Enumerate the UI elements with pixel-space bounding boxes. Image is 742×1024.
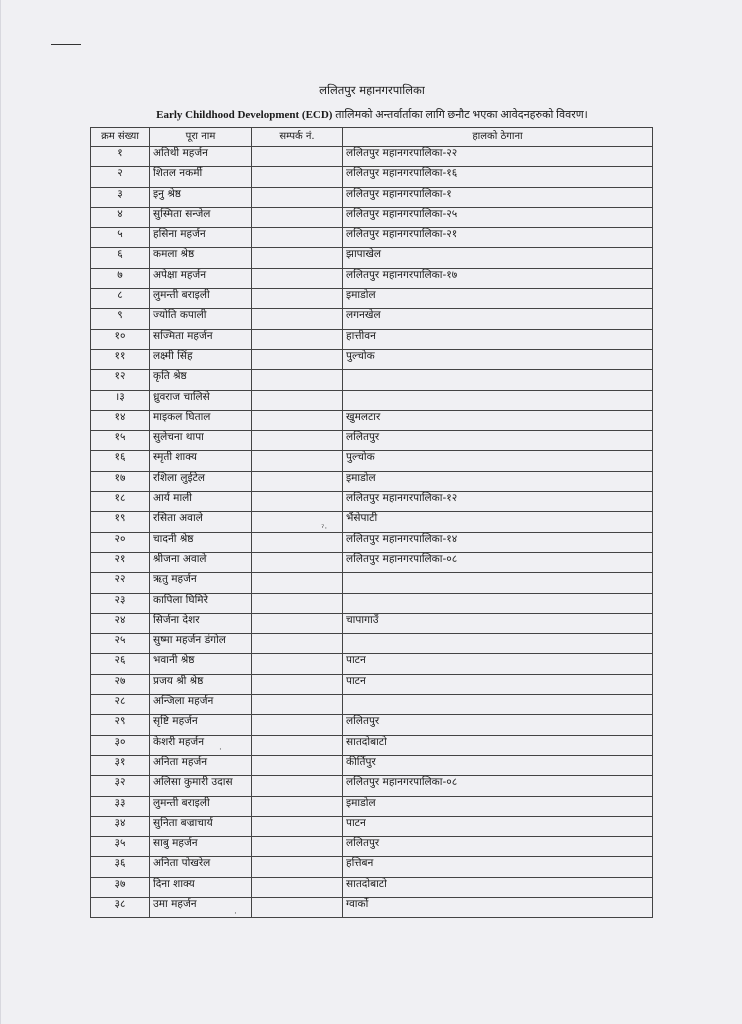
cell-name: अनिता पोखरेल — [150, 857, 252, 877]
table-row — [91, 512, 653, 532]
table-row — [91, 776, 653, 796]
scan-speck: · — [234, 909, 237, 919]
cell-name: अतिथी महर्जन — [150, 147, 252, 167]
cell-serial: ।३ — [91, 390, 150, 410]
subtitle-english: Early Childhood Development (ECD) — [156, 109, 333, 121]
table-row — [91, 755, 653, 775]
scan-speck: ˀ· — [321, 524, 328, 534]
table-row — [91, 532, 653, 552]
cell-serial: ३३ — [91, 796, 150, 816]
cell-name: सिर्जना देशर — [150, 613, 252, 633]
applicant-table — [90, 127, 653, 918]
cell-serial: ३७ — [91, 877, 150, 897]
table-row — [91, 410, 653, 430]
cell-name: अन्जिला महर्जन — [150, 695, 252, 715]
cell-serial: ९ — [91, 309, 150, 329]
cell-contact — [252, 796, 343, 816]
cell-contact — [252, 370, 343, 390]
cell-contact — [252, 674, 343, 694]
cell-contact — [252, 268, 343, 288]
cell-address: सातदोबाटो — [343, 877, 653, 897]
cell-serial: २९ — [91, 715, 150, 735]
cell-contact — [252, 837, 343, 857]
column-header-name: पूरा नाम — [150, 128, 252, 147]
table-row — [91, 796, 653, 816]
cell-name: इनु श्रेष्ठ — [150, 187, 252, 207]
cell-contact — [252, 573, 343, 593]
cell-name: सुलेचना थापा — [150, 431, 252, 451]
cell-address: ललितपुर महानगरपालिका-१ — [343, 187, 653, 207]
column-header-address: हालको ठेगाना — [343, 128, 653, 147]
cell-contact — [252, 512, 343, 532]
table-row — [91, 837, 653, 857]
page-title: ललितपुर महानगरपालिका — [319, 83, 425, 97]
cell-address: इमाडोल — [343, 289, 653, 309]
cell-serial: २८ — [91, 695, 150, 715]
cell-serial: ११ — [91, 349, 150, 369]
table-header-row — [91, 128, 653, 147]
cell-address: ललितपुर — [343, 837, 653, 857]
table-row — [91, 857, 653, 877]
cell-address — [343, 593, 653, 613]
cell-name: ऋतु महर्जन — [150, 573, 252, 593]
cell-name: सुनिता बज्राचार्य — [150, 816, 252, 836]
table-row — [91, 674, 653, 694]
cell-address: लगनखेल — [343, 309, 653, 329]
cell-serial: २६ — [91, 654, 150, 674]
cell-address: पुल्चोक — [343, 349, 653, 369]
cell-name: लक्ष्मी सिंह — [150, 349, 252, 369]
cell-contact — [252, 329, 343, 349]
table-row — [91, 431, 653, 451]
cell-serial: ३१ — [91, 755, 150, 775]
cell-address: इमाडोल — [343, 471, 653, 491]
cell-address — [343, 634, 653, 654]
cell-contact — [252, 492, 343, 512]
cell-name: लुमन्ती बराइली — [150, 796, 252, 816]
cell-contact — [252, 552, 343, 572]
scan-speck: · — [219, 745, 222, 755]
cell-contact — [252, 431, 343, 451]
cell-address: भैंसेपाटी — [343, 512, 653, 532]
table-row — [91, 187, 653, 207]
cell-name: आर्य माली — [150, 492, 252, 512]
column-header-serial: क्रम संख्या — [91, 128, 150, 147]
cell-serial: २७ — [91, 674, 150, 694]
table-row — [91, 695, 653, 715]
cell-contact — [252, 187, 343, 207]
cell-contact — [252, 593, 343, 613]
cell-contact — [252, 857, 343, 877]
cell-name: चादनी श्रेष्ठ — [150, 532, 252, 552]
cell-serial: १० — [91, 329, 150, 349]
cell-address: ललितपुर महानगरपालिका-०८ — [343, 776, 653, 796]
cell-contact — [252, 167, 343, 187]
table-row — [91, 167, 653, 187]
cell-address — [343, 390, 653, 410]
cell-address: झापाखेल — [343, 248, 653, 268]
cell-serial: १८ — [91, 492, 150, 512]
cell-address: ललितपुर महानगरपालिका-२१ — [343, 228, 653, 248]
cell-serial: १९ — [91, 512, 150, 532]
cell-serial: ८ — [91, 289, 150, 309]
cell-address: पाटन — [343, 816, 653, 836]
cell-contact — [252, 654, 343, 674]
cell-serial: २३ — [91, 593, 150, 613]
cell-address — [343, 370, 653, 390]
cell-contact — [252, 289, 343, 309]
cell-serial: ५ — [91, 228, 150, 248]
cell-contact — [252, 410, 343, 430]
cell-address: ग्वार्को — [343, 897, 653, 917]
cell-name: अपेक्षा महर्जन — [150, 268, 252, 288]
cell-address: चापागाउँ — [343, 613, 653, 633]
table-row — [91, 248, 653, 268]
cell-serial: १६ — [91, 451, 150, 471]
cell-name: कापिला घिमिरे — [150, 593, 252, 613]
cell-name: साबु महर्जन — [150, 837, 252, 857]
cell-name: कृति श्रेष्ठ — [150, 370, 252, 390]
cell-contact — [252, 532, 343, 552]
cell-address: ललितपुर महानगरपालिका-१६ — [343, 167, 653, 187]
table-row — [91, 309, 653, 329]
cell-name: लुमन्ती बराइली — [150, 289, 252, 309]
cell-serial: १७ — [91, 471, 150, 491]
table-row — [91, 634, 653, 654]
cell-name: अनिता महर्जन — [150, 755, 252, 775]
cell-name: सज्मिता महर्जन — [150, 329, 252, 349]
cell-name: उमा महर्जन — [150, 897, 252, 917]
cell-serial: ३८ — [91, 897, 150, 917]
cell-serial: १४ — [91, 410, 150, 430]
cell-address: ललितपुर महानगरपालिका-२२ — [343, 147, 653, 167]
cell-serial: ४ — [91, 207, 150, 227]
cell-serial: १२ — [91, 370, 150, 390]
cell-serial: ७ — [91, 268, 150, 288]
cell-address: पाटन — [343, 654, 653, 674]
cell-address: ललितपुर महानगरपालिका-२५ — [343, 207, 653, 227]
cell-address: ललितपुर महानगरपालिका-०८ — [343, 552, 653, 572]
cell-address: हात्तीवन — [343, 329, 653, 349]
cell-name: सृष्टि महर्जन — [150, 715, 252, 735]
cell-name: ज्योति कपाली — [150, 309, 252, 329]
cell-serial: २५ — [91, 634, 150, 654]
cell-name: दिना शाक्य — [150, 877, 252, 897]
cell-address: पाटन — [343, 674, 653, 694]
cell-contact — [252, 349, 343, 369]
cell-address: इमाडोल — [343, 796, 653, 816]
cell-name: रसिता अवाले — [150, 512, 252, 532]
cell-contact — [252, 776, 343, 796]
table-row — [91, 228, 653, 248]
cell-contact — [252, 735, 343, 755]
table-row — [91, 147, 653, 167]
cell-serial: २२ — [91, 573, 150, 593]
cell-serial: ३ — [91, 187, 150, 207]
table-row — [91, 289, 653, 309]
cell-name: सुस्मिता सन्जेल — [150, 207, 252, 227]
cell-name: श्रीजना अवाले — [150, 552, 252, 572]
cell-serial: ३५ — [91, 837, 150, 857]
table-row — [91, 492, 653, 512]
cell-contact — [252, 877, 343, 897]
cell-contact — [252, 715, 343, 735]
cell-address: हत्तिबन — [343, 857, 653, 877]
table-row — [91, 573, 653, 593]
table-row — [91, 877, 653, 897]
pen-mark — [51, 44, 81, 45]
cell-name: अलिसा कुमारी उदास — [150, 776, 252, 796]
cell-name: भवानी श्रेष्ठ — [150, 654, 252, 674]
table-row — [91, 349, 653, 369]
cell-contact — [252, 755, 343, 775]
cell-name: केशरी महर्जन — [150, 735, 252, 755]
cell-address: ललितपुर महानगरपालिका-१२ — [343, 492, 653, 512]
cell-contact — [252, 634, 343, 654]
cell-serial: ३४ — [91, 816, 150, 836]
cell-address: कीर्तिपुर — [343, 755, 653, 775]
cell-address — [343, 573, 653, 593]
cell-serial: २० — [91, 532, 150, 552]
cell-name: ध्रुवराज चालिसे — [150, 390, 252, 410]
table-row — [91, 390, 653, 410]
cell-serial: १५ — [91, 431, 150, 451]
cell-serial: १ — [91, 147, 150, 167]
cell-address: ललितपुर महानगरपालिका-१४ — [343, 532, 653, 552]
table-row — [91, 207, 653, 227]
cell-contact — [252, 695, 343, 715]
cell-serial: २४ — [91, 613, 150, 633]
subtitle-nepali: तालिमको अन्तर्वार्ताका लागि छनौट भएका आवेदनहरुको विवरण। — [332, 109, 588, 121]
cell-serial: २१ — [91, 552, 150, 572]
cell-contact — [252, 147, 343, 167]
table-row — [91, 715, 653, 735]
cell-address: ललितपुर — [343, 431, 653, 451]
cell-serial: ६ — [91, 248, 150, 268]
cell-name: हसिना महर्जन — [150, 228, 252, 248]
cell-name: रशिला लुईटेल — [150, 471, 252, 491]
table-row — [91, 613, 653, 633]
cell-contact — [252, 228, 343, 248]
cell-contact — [252, 309, 343, 329]
table-row — [91, 451, 653, 471]
table-row — [91, 268, 653, 288]
cell-serial: ३२ — [91, 776, 150, 796]
cell-contact — [252, 613, 343, 633]
cell-contact — [252, 897, 343, 917]
cell-name: स्मृती शाक्य — [150, 451, 252, 471]
cell-address: ललितपुर — [343, 715, 653, 735]
column-header-contact: सम्पर्क नं. — [252, 128, 343, 147]
table-row — [91, 471, 653, 491]
page-subtitle — [1, 107, 742, 122]
table-row — [91, 552, 653, 572]
cell-serial: २ — [91, 167, 150, 187]
table-row — [91, 593, 653, 613]
cell-serial: ३६ — [91, 857, 150, 877]
cell-contact — [252, 816, 343, 836]
cell-serial: ३० — [91, 735, 150, 755]
cell-address: ललितपुर महानगरपालिका-१७ — [343, 268, 653, 288]
table-row — [91, 370, 653, 390]
cell-contact — [252, 248, 343, 268]
table-row — [91, 654, 653, 674]
cell-name: माइकल घिताल — [150, 410, 252, 430]
cell-contact — [252, 390, 343, 410]
table-row — [91, 735, 653, 755]
cell-address: खुमलटार — [343, 410, 653, 430]
cell-name: कमला श्रेष्ठ — [150, 248, 252, 268]
cell-address: सातदोबाटो — [343, 735, 653, 755]
cell-contact — [252, 451, 343, 471]
cell-contact — [252, 207, 343, 227]
cell-name: प्रजय श्री श्रेष्ठ — [150, 674, 252, 694]
table-row — [91, 329, 653, 349]
cell-name: शितल नकर्मी — [150, 167, 252, 187]
table-row — [91, 897, 653, 917]
cell-address: पुल्चोक — [343, 451, 653, 471]
cell-name: सुष्मा महर्जन डंगोल — [150, 634, 252, 654]
cell-contact — [252, 471, 343, 491]
table-row — [91, 816, 653, 836]
cell-address — [343, 695, 653, 715]
